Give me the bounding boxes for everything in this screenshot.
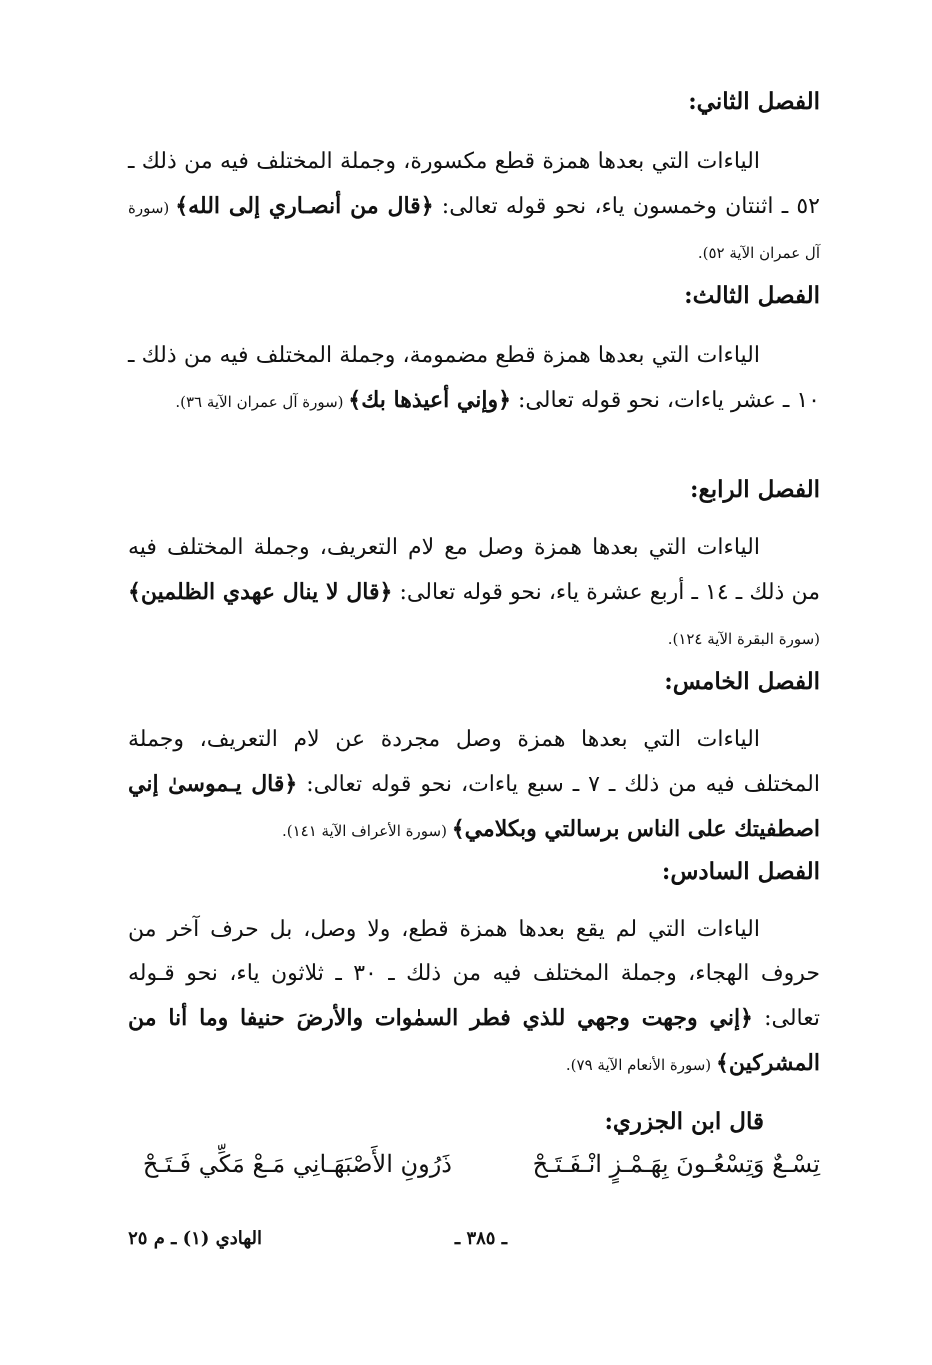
section-4-ref: (سورة البقرة الآية ١٢٤). [667, 630, 820, 648]
section-4-quran: ﴿قال لا ينال عهدي الظلمين﴾ [128, 579, 393, 605]
section-2-ref: (سورة آل عمران الآية ٥٢). [128, 199, 820, 262]
section-5-paragraph [128, 718, 820, 853]
page-number: ـ ٣٨٥ ـ [454, 1228, 507, 1249]
section-5-heading: الفصل الخامس: [664, 668, 820, 695]
section-3-ref: (سورة آل عمران الآية ٣٦). [175, 393, 349, 411]
section-4-heading: الفصل الرابع: [689, 476, 820, 503]
verse-second-hemistich: ذَرُونِ الأَصْبَهَـانِي مَـعْ مَكِّي فَـتَـحْ [142, 1150, 452, 1178]
section-5-text: الياءات التي بعدها همزة وصل مجردة عن لام التعريف، وجملة المختلف فيه من ذلك ـ ٧ ـ سبع ياءات، نحو قوله تعالى: [128, 727, 820, 797]
section-4-text: الياءات التي بعدها همزة وصل مع لام التعريف، وجملة المختلف فيه من ذلك ـ ١٤ ـ أربع عشرة ياء، نحو قوله تعالى: [128, 535, 821, 605]
section-3-text: الياءات التي بعدها همزة قطع مضمومة، وجملة المختلف فيه من ذلك ـ ١٠ ـ عشر ياءات، نحو قوله تعالى: [128, 343, 820, 413]
section-6-paragraph [128, 908, 820, 1087]
section-3-paragraph [128, 334, 820, 424]
section-3-quran: ﴿وإني أعيذها بك﴾ [348, 387, 511, 413]
section-5-ref: (سورة الأعراف الآية ١٤١). [281, 822, 452, 840]
section-6-quran: ﴿إني وجهت وجهي للذي فطر السمٰوات والأرضَ حنيفا وما أنا من المشركين﴾ [128, 1005, 820, 1076]
section-5-quran: ﴿قال يـموسىٰ إني اصطفيتك على الناس برسالتي وبكلامي﴾ [128, 771, 820, 842]
section-2-text: الياءات التي بعدها همزة قطع مكسورة، وجملة المختلف فيه من ذلك ـ ٥٢ ـ اثنتان وخمسون ياء، نحو قوله تعالى: [128, 149, 820, 219]
section-2-quran: ﴿قال من أنصـاري إلى الله﴾ [175, 193, 434, 219]
section-6-text: الياءات التي لم يقع بعدها همزة قطع، ولا وصل، بل حرف آخر من حروف الهجاء، وجملة المختلف فيه من ذلك ـ ٣٠ ـ ثلاثون ياء، نحو قـوله تعالى: [128, 917, 821, 1031]
verse-first-hemistich: تِسْـعٌ وَتِسْعُـونَ بِهَـمْـزٍ انْـفَـتَـحْ [532, 1150, 820, 1178]
section-6-ref: (سورة الأنعام الآية ٧٩). [565, 1056, 716, 1074]
section-4-paragraph [128, 526, 820, 661]
section-2-paragraph [128, 140, 820, 275]
section-2-heading: الفصل الثاني: [688, 88, 820, 115]
verse-title: قال ابن الجزري: [604, 1108, 764, 1135]
book-signature: الهادي (١) ـ م ٢٥ [128, 1228, 262, 1249]
section-6-heading: الفصل السادس: [661, 858, 820, 885]
section-3-heading: الفصل الثالث: [684, 282, 820, 309]
